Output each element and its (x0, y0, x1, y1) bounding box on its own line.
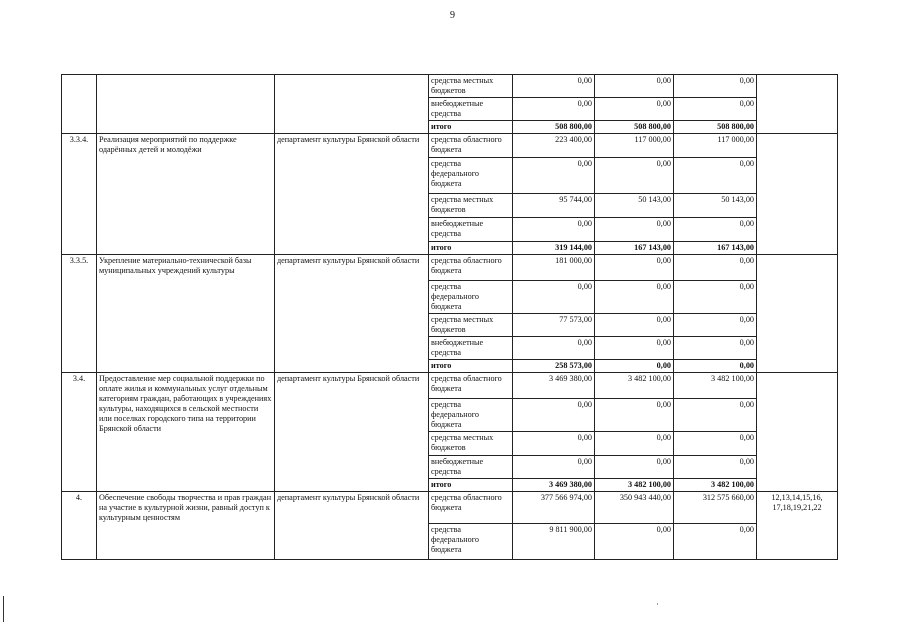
amount-year-3: 0,00 (674, 255, 757, 281)
amount-year-3: 0,00 (674, 98, 757, 121)
funding-source: итого (429, 360, 513, 373)
funding-source: внебюджетные средства (429, 337, 513, 360)
amount-year-1: 0,00 (513, 399, 595, 432)
amount-year-2: 117 000,00 (595, 134, 674, 158)
funding-source: средства областного бюджета (429, 373, 513, 399)
amount-year-2: 0,00 (595, 314, 674, 337)
amount-year-2: 50 143,00 (595, 194, 674, 218)
funding-source: средства федерального бюджета (429, 158, 513, 194)
funding-source: средства областного бюджета (429, 134, 513, 158)
amount-year-1: 223 400,00 (513, 134, 595, 158)
amount-year-3: 3 482 100,00 (674, 373, 757, 399)
responsible-department: департамент культуры Брянской области (275, 134, 429, 255)
indicator-refs (757, 373, 838, 492)
item-name: Предоставление мер социальной поддержки по оплате жилья и коммунальных услуг отдельным категориям граждан, работающих в учреждениях культуры, находящихся в сельской местности или поселках городского типа на территории Брянской области (97, 373, 275, 492)
amount-year-2: 0,00 (595, 75, 674, 98)
item-code: 3.3.5. (62, 255, 97, 373)
amount-year-1: 77 573,00 (513, 314, 595, 337)
amount-year-3: 0,00 (674, 314, 757, 337)
amount-year-1: 181 000,00 (513, 255, 595, 281)
item-name: Реализация мероприятий по поддержке одарённых детей и молодёжи (97, 134, 275, 255)
table-row (62, 255, 838, 281)
amount-year-2: 0,00 (595, 432, 674, 456)
amount-year-2: 0,00 (595, 255, 674, 281)
funding-source: итого (429, 242, 513, 255)
amount-year-3: 312 575 660,00 (674, 492, 757, 524)
amount-year-3: 0,00 (674, 360, 757, 373)
amount-year-3: 0,00 (674, 399, 757, 432)
amount-year-1: 9 811 900,00 (513, 524, 595, 560)
amount-year-1: 0,00 (513, 158, 595, 194)
amount-year-3: 167 143,00 (674, 242, 757, 255)
funding-source: средства местных бюджетов (429, 432, 513, 456)
amount-year-3: 0,00 (674, 281, 757, 314)
table-row (62, 373, 838, 399)
amount-year-2: 0,00 (595, 456, 674, 479)
item-code: 3.3.4. (62, 134, 97, 255)
responsible-department (275, 75, 429, 134)
amount-year-2: 0,00 (595, 158, 674, 194)
funding-source: внебюджетные средства (429, 98, 513, 121)
amount-year-2: 0,00 (595, 281, 674, 314)
indicator-refs (757, 255, 838, 373)
amount-year-1: 3 469 380,00 (513, 479, 595, 492)
table-row (62, 492, 838, 524)
amount-year-3: 50 143,00 (674, 194, 757, 218)
funding-source: внебюджетные средства (429, 456, 513, 479)
item-code: 3.4. (62, 373, 97, 492)
amount-year-3: 508 800,00 (674, 121, 757, 134)
amount-year-2: 167 143,00 (595, 242, 674, 255)
amount-year-2: 0,00 (595, 337, 674, 360)
responsible-department: департамент культуры Брянской области (275, 373, 429, 492)
amount-year-1: 319 144,00 (513, 242, 595, 255)
indicator-refs (757, 134, 838, 255)
funding-source: средства федерального бюджета (429, 399, 513, 432)
table-row (62, 134, 838, 158)
funding-source: средства местных бюджетов (429, 314, 513, 337)
item-name: Обеспечение свободы творчества и прав граждан на участие в культурной жизни, равный доступ к культурным ценностям (97, 492, 275, 560)
amount-year-3: 3 482 100,00 (674, 479, 757, 492)
funding-source: средства местных бюджетов (429, 194, 513, 218)
funding-source: средства федерального бюджета (429, 524, 513, 560)
item-code: 4. (62, 492, 97, 560)
responsible-department: департамент культуры Брянской области (275, 255, 429, 373)
amount-year-1: 3 469 380,00 (513, 373, 595, 399)
table-row (62, 75, 838, 98)
amount-year-1: 0,00 (513, 98, 595, 121)
amount-year-1: 377 566 974,00 (513, 492, 595, 524)
amount-year-3: 0,00 (674, 456, 757, 479)
amount-year-2: 0,00 (595, 524, 674, 560)
margin-mark (3, 596, 4, 622)
funding-source: средства федерального бюджета (429, 281, 513, 314)
page-number: 9 (450, 10, 455, 21)
amount-year-2: 0,00 (595, 399, 674, 432)
amount-year-2: 350 943 440,00 (595, 492, 674, 524)
amount-year-1: 508 800,00 (513, 121, 595, 134)
indicator-refs: 12,13,14,15,16, 17,18,19,21,22 (757, 492, 838, 560)
amount-year-1: 258 573,00 (513, 360, 595, 373)
amount-year-3: 0,00 (674, 432, 757, 456)
amount-year-2: 0,00 (595, 98, 674, 121)
funding-source: средства областного бюджета (429, 492, 513, 524)
budget-table (61, 74, 838, 560)
funding-source: средства местных бюджетов (429, 75, 513, 98)
amount-year-2: 508 800,00 (595, 121, 674, 134)
amount-year-1: 0,00 (513, 337, 595, 360)
amount-year-1: 0,00 (513, 456, 595, 479)
amount-year-1: 0,00 (513, 432, 595, 456)
funding-source: итого (429, 479, 513, 492)
amount-year-1: 95 744,00 (513, 194, 595, 218)
amount-year-3: 0,00 (674, 75, 757, 98)
item-code (62, 75, 97, 134)
amount-year-1: 0,00 (513, 281, 595, 314)
amount-year-3: 0,00 (674, 218, 757, 242)
amount-year-2: 3 482 100,00 (595, 479, 674, 492)
scan-speck (657, 603, 658, 605)
amount-year-1: 0,00 (513, 75, 595, 98)
amount-year-3: 0,00 (674, 524, 757, 560)
funding-source: средства областного бюджета (429, 255, 513, 281)
amount-year-3: 0,00 (674, 337, 757, 360)
amount-year-2: 0,00 (595, 360, 674, 373)
amount-year-3: 117 000,00 (674, 134, 757, 158)
funding-source: внебюджетные средства (429, 218, 513, 242)
amount-year-2: 3 482 100,00 (595, 373, 674, 399)
funding-source: итого (429, 121, 513, 134)
amount-year-1: 0,00 (513, 218, 595, 242)
indicator-refs (757, 75, 838, 134)
responsible-department: департамент культуры Брянской области (275, 492, 429, 560)
amount-year-2: 0,00 (595, 218, 674, 242)
item-name (97, 75, 275, 134)
item-name: Укрепление материально-технической базы муниципальных учреждений культуры (97, 255, 275, 373)
amount-year-3: 0,00 (674, 158, 757, 194)
